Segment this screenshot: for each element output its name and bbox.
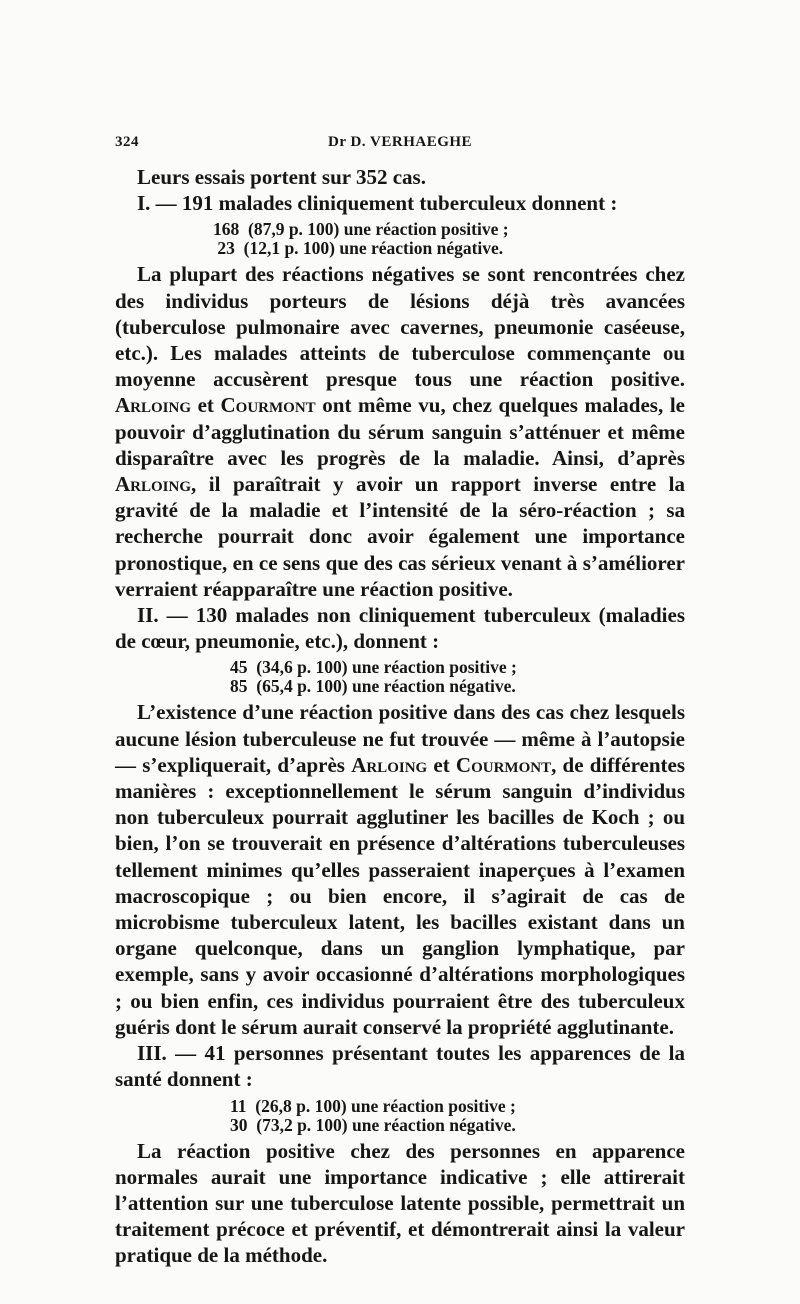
stats-block-1 xyxy=(115,220,685,258)
stats-row: 30 (73,2 p. 100) une réaction négative. xyxy=(230,1114,516,1135)
stats-row: 168 (87,9 p. 100) une réaction positive ; xyxy=(213,219,509,240)
running-title: Dr D. VERHAEGHE xyxy=(328,134,473,150)
text-run: ont même vu, chez quelques malades, le pouvoir d’agglutination du sérum sanguin s’atténuer et même disparaître avec les progrès de la maladie. Ainsi, d’après xyxy=(115,393,685,470)
section-3-heading: III. — 41 personnes présentant toutes les apparences de la santé donnent : xyxy=(115,1041,685,1092)
text-run: , il paraîtrait y avoir un rapport inverse entre la gravité de la maladie et l’intensité de la séro-réaction ; sa recherche pourrait donc avoir également une importance pronostique, en ce sens que des cas sérieux venant à s’améliorer verraient réapparaître une réaction positive. xyxy=(115,472,685,601)
stats-block-2 xyxy=(115,658,685,696)
running-header xyxy=(115,134,685,156)
author-name-arloing: Arloing xyxy=(115,393,192,418)
author-name-courmont: Courmont xyxy=(220,393,316,418)
intro-line: Leurs essais portent sur 352 cas. xyxy=(137,165,426,189)
body-text xyxy=(115,164,685,1269)
author-name-arloing: Arloing xyxy=(351,752,428,777)
text-run: La plupart des réactions négatives se sont rencontrées chez des individus porteurs de lésions déjà très avancées (tuberculose pulmonaire avec cavernes, pneumonie caséeuse, etc.). Les malades atteints de tuberculose commençante ou moyenne accusèrent presque tous une réaction positive. xyxy=(115,262,685,392)
stats-row: 85 (65,4 p. 100) une réaction négative. xyxy=(230,676,516,697)
stats-row: 11 (26,8 p. 100) une réaction positive ; xyxy=(230,1095,516,1116)
stats-row: 23 (12,1 p. 100) une réaction négative. xyxy=(213,238,504,259)
author-name-courmont: Courmont xyxy=(455,752,552,777)
text-run: et xyxy=(427,752,456,777)
stats-block-3 xyxy=(115,1097,685,1135)
paragraph-3: La réaction positive chez des personnes en apparence normales aurait une importance indicative ; elle attirerait l’attention sur une tuberculose latente possible, permettrait un traitement précoce et préventif, et démontrerait ainsi la valeur pratique de la méthode. xyxy=(115,1138,685,1268)
page-number: 324 xyxy=(115,134,139,150)
section-2-heading: II. — 130 malades non cliniquement tuberculeux (maladies de cœur, pneumonie, etc.), donnent : xyxy=(115,603,685,654)
paragraph-2 xyxy=(115,699,685,1040)
stats-row: 45 (34,6 p. 100) une réaction positive ; xyxy=(230,657,517,678)
text-run: et xyxy=(191,393,221,418)
section-1-heading: I. — 191 malades cliniquement tuberculeux donnent : xyxy=(137,191,618,216)
text-run: , de différentes manières : exceptionnellement le sérum sanguin d’individus non tuberculeux pourrait agglutiner les bacilles de Koch ; ou bien, l’on se trouverait en présence d’altérations tuberculeuses tellement minimes qu’elles passeraient inaperçues à l’examen macroscopique ; ou bien encore, il s’agirait de cas de microbisme tuberculeux latent, les bacilles existant dans un organe quelconque, dans un ganglion lymphatique, par exemple, sans y avoir occasionné d’altérations morphologiques ; ou bien enfin, ces individus pourraient être des tuberculeux guéris dont le sérum aurait conservé la propriété agglutinante. xyxy=(115,752,685,1039)
author-name-arloing: Arloing xyxy=(115,472,192,497)
text-run: L’existence d’une réaction positive dans des cas chez lesquels aucune lésion tuberculeuse ne fut trouvée — même à l’autopsie — s’expliquerait, d’après xyxy=(115,700,685,777)
paragraph-1 xyxy=(115,261,685,602)
